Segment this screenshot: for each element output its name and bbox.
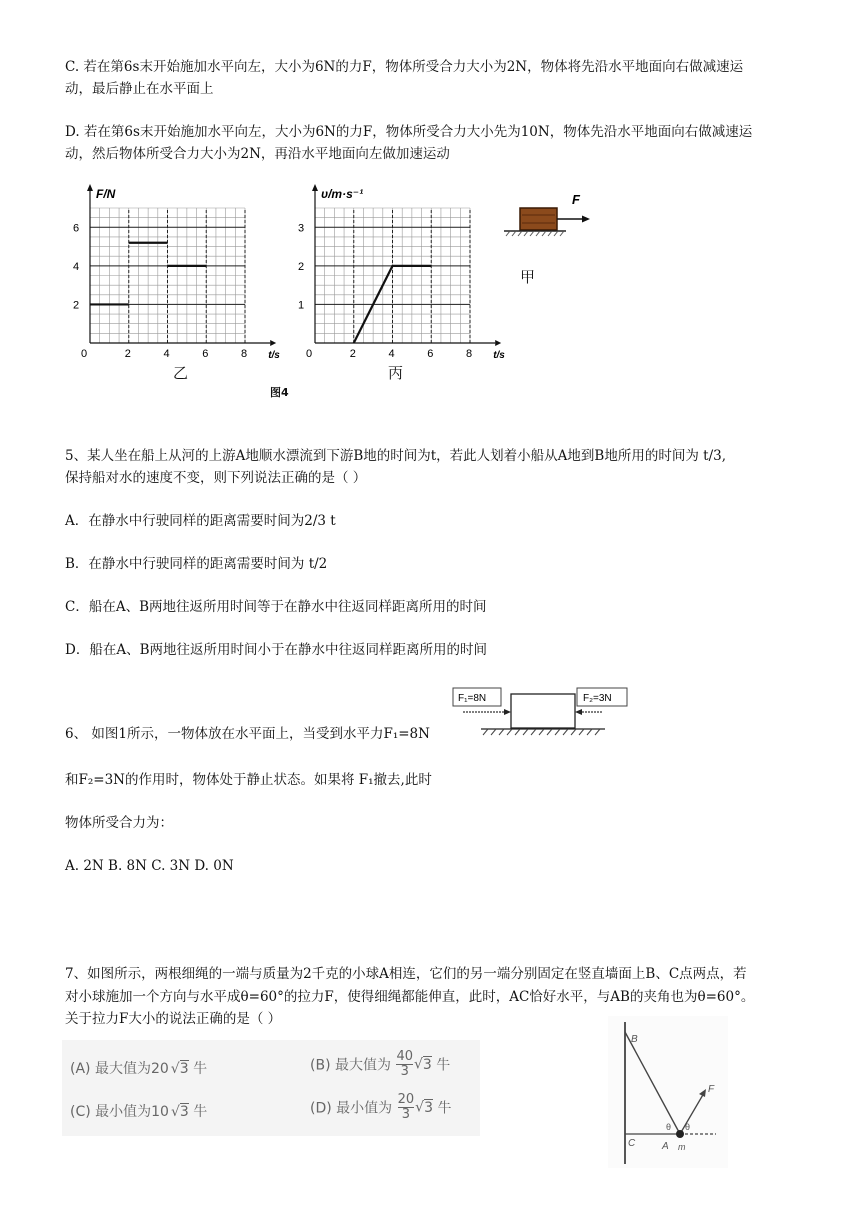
fraction-den: 3	[401, 1107, 411, 1122]
q5-stem-line1: 5、某人坐在船上从河的上游A地顺水漂流到下游B地的时间为t，若此人划着小船从A地到B地所用的时间为 t/3,	[65, 448, 726, 464]
q4-optD-line1: D. 若在第6s末开始施加水平向左，大小为6N的力F，物体所受合力大小先为10N，物体先沿水平地面向右做减速运	[65, 124, 753, 140]
q4-optC-line2: 动，最后静止在水平面上	[65, 81, 214, 97]
x-tick-label: 0	[81, 348, 88, 360]
force-arrow-head	[582, 216, 590, 223]
x-tick-label: 6	[202, 348, 209, 360]
wooden-block	[520, 208, 557, 230]
q7-optC	[70, 1101, 207, 1121]
q7-optC-text: (C) 最小值为10	[70, 1104, 169, 1120]
unit: 牛	[436, 1057, 451, 1074]
figure-jia-block	[500, 188, 600, 248]
q5-optC: C．船在A、B两地往返所用时间等于在静水中往返同样距离所用的时间	[65, 599, 487, 615]
fraction-num: 40	[396, 1049, 413, 1064]
x-tick-label: 8	[241, 348, 248, 360]
q7-stem-line3: 关于拉力F大小的说法正确的是（ ）	[65, 1011, 282, 1027]
chart-yi	[60, 180, 290, 390]
sqrt-arg: 3	[424, 1099, 433, 1116]
q7-optA-text: (A) 最大值为20	[70, 1061, 169, 1077]
fraction	[398, 1093, 415, 1122]
fraction	[396, 1050, 413, 1079]
y-tick-label: 2	[298, 260, 305, 273]
y-axis-label: υ/m·s⁻¹	[321, 187, 364, 201]
sqrt-sign: √	[170, 1104, 180, 1120]
x-axis-arrow	[270, 340, 276, 346]
unit: 牛	[193, 1061, 208, 1077]
object-box	[511, 694, 575, 728]
f2-arrow-head	[575, 709, 582, 715]
force-label: F	[572, 192, 580, 207]
ball-a	[676, 1130, 684, 1138]
x-tick-label: 8	[466, 348, 473, 360]
y-tick-label: 2	[73, 299, 80, 312]
f1-arrow-head	[504, 709, 511, 715]
point-b-label: B	[631, 1034, 638, 1045]
unit: 牛	[437, 1100, 452, 1117]
q6-options: A. 2N B. 8N C. 3N D. 0N	[65, 858, 234, 874]
x-tick-label: 4	[163, 348, 170, 360]
label-bing: 丙	[388, 364, 404, 382]
q7-optA	[70, 1058, 207, 1078]
f1-label: F₁=8N	[458, 693, 487, 704]
sqrt-sign: √	[413, 1056, 423, 1073]
q7-optD	[310, 1093, 451, 1122]
q7-figure	[608, 1016, 728, 1168]
point-c-label: C	[628, 1138, 636, 1149]
figure-caption: 图4	[270, 386, 289, 399]
q5-optA: A．在静水中行驶同样的距离需要时间为2/3 t	[65, 513, 336, 529]
label-jia: 甲	[520, 268, 536, 286]
x-tick-label: 4	[388, 348, 395, 360]
q6-stem-line2: 和F₂=3N的作用时，物体处于静止状态。如果将 F₁撤去,此时	[65, 772, 432, 788]
theta-label-right: θ	[685, 1122, 691, 1132]
y-axis-arrow	[312, 184, 318, 191]
y-axis-arrow	[87, 184, 93, 191]
q7-optB-text: (B) 最大值为	[310, 1057, 391, 1074]
q7-optB	[310, 1050, 450, 1079]
sqrt-sign: √	[170, 1061, 180, 1077]
fraction-den: 3	[400, 1064, 409, 1079]
q5-optD: D．船在A、B两地往返所用时间小于在静水中往返同样距离所用的时间	[65, 642, 487, 658]
mass-label: m	[678, 1142, 686, 1152]
q4-optD-line2: 动，然后物体所受合力大小为2N，再沿水平地面向左做加速运动	[65, 146, 450, 162]
q6-ground-hatch	[483, 729, 600, 735]
theta-label-left: θ	[666, 1122, 672, 1132]
point-a-label: A	[662, 1141, 669, 1152]
sqrt-arg: 3	[179, 1061, 189, 1077]
q6-stem-line1: 6、 如图1所示，一物体放在水平面上，当受到水平力F₁=8N	[65, 726, 430, 742]
sqrt-arg: 3	[422, 1056, 432, 1073]
fraction-num: 20	[397, 1092, 415, 1107]
x-axis-label: t/s	[268, 350, 280, 361]
sqrt-arg: 3	[179, 1104, 189, 1120]
q6-stem-line3: 物体所受合力为：	[65, 815, 173, 831]
x-tick-label: 6	[427, 348, 434, 360]
sqrt-sign: √	[415, 1099, 425, 1116]
x-tick-label: 2	[124, 348, 131, 360]
y-tick-label: 6	[73, 222, 80, 235]
x-tick-label: 2	[349, 348, 356, 360]
y-tick-label: 4	[73, 260, 80, 273]
q6-figure	[445, 684, 635, 746]
force-f-label: F	[708, 1084, 715, 1095]
chart-bing	[285, 180, 515, 390]
y-tick-label: 3	[298, 222, 305, 235]
q5-stem-line2: 保持船对水的速度不变，则下列说法正确的是（ ）	[65, 470, 367, 486]
y-tick-label: 1	[298, 299, 305, 312]
f2-label: F₂=3N	[583, 693, 612, 704]
q4-optC-line1: C. 若在第6s末开始施加水平向左，大小为6N的力F，物体所受合力大小为2N，物体将先沿水平地面向右做减速运	[65, 59, 744, 75]
x-axis-arrow	[495, 340, 501, 346]
q5-optB: B．在静水中行驶同样的距离需要时间为 t/2	[65, 556, 328, 572]
q7-stem-line2: 对小球施加一个方向与水平成θ=60°的拉力F，使得细绳都能伸直，此时，AC恰好水平，与AB的夹角也为θ=60°。	[65, 989, 755, 1005]
unit: 牛	[193, 1104, 208, 1120]
q7-stem-line1: 7、如图所示，两根细绳的一端与质量为2千克的小球A相连，它们的另一端分别固定在竖直墙面上B、C点两点，若	[65, 966, 747, 982]
label-yi: 乙	[173, 364, 189, 382]
q7-optD-text: (D) 最小值为	[310, 1100, 393, 1117]
x-axis-label: t/s	[493, 350, 505, 361]
x-tick-label: 0	[306, 348, 313, 360]
y-axis-label: F/N	[96, 187, 116, 201]
